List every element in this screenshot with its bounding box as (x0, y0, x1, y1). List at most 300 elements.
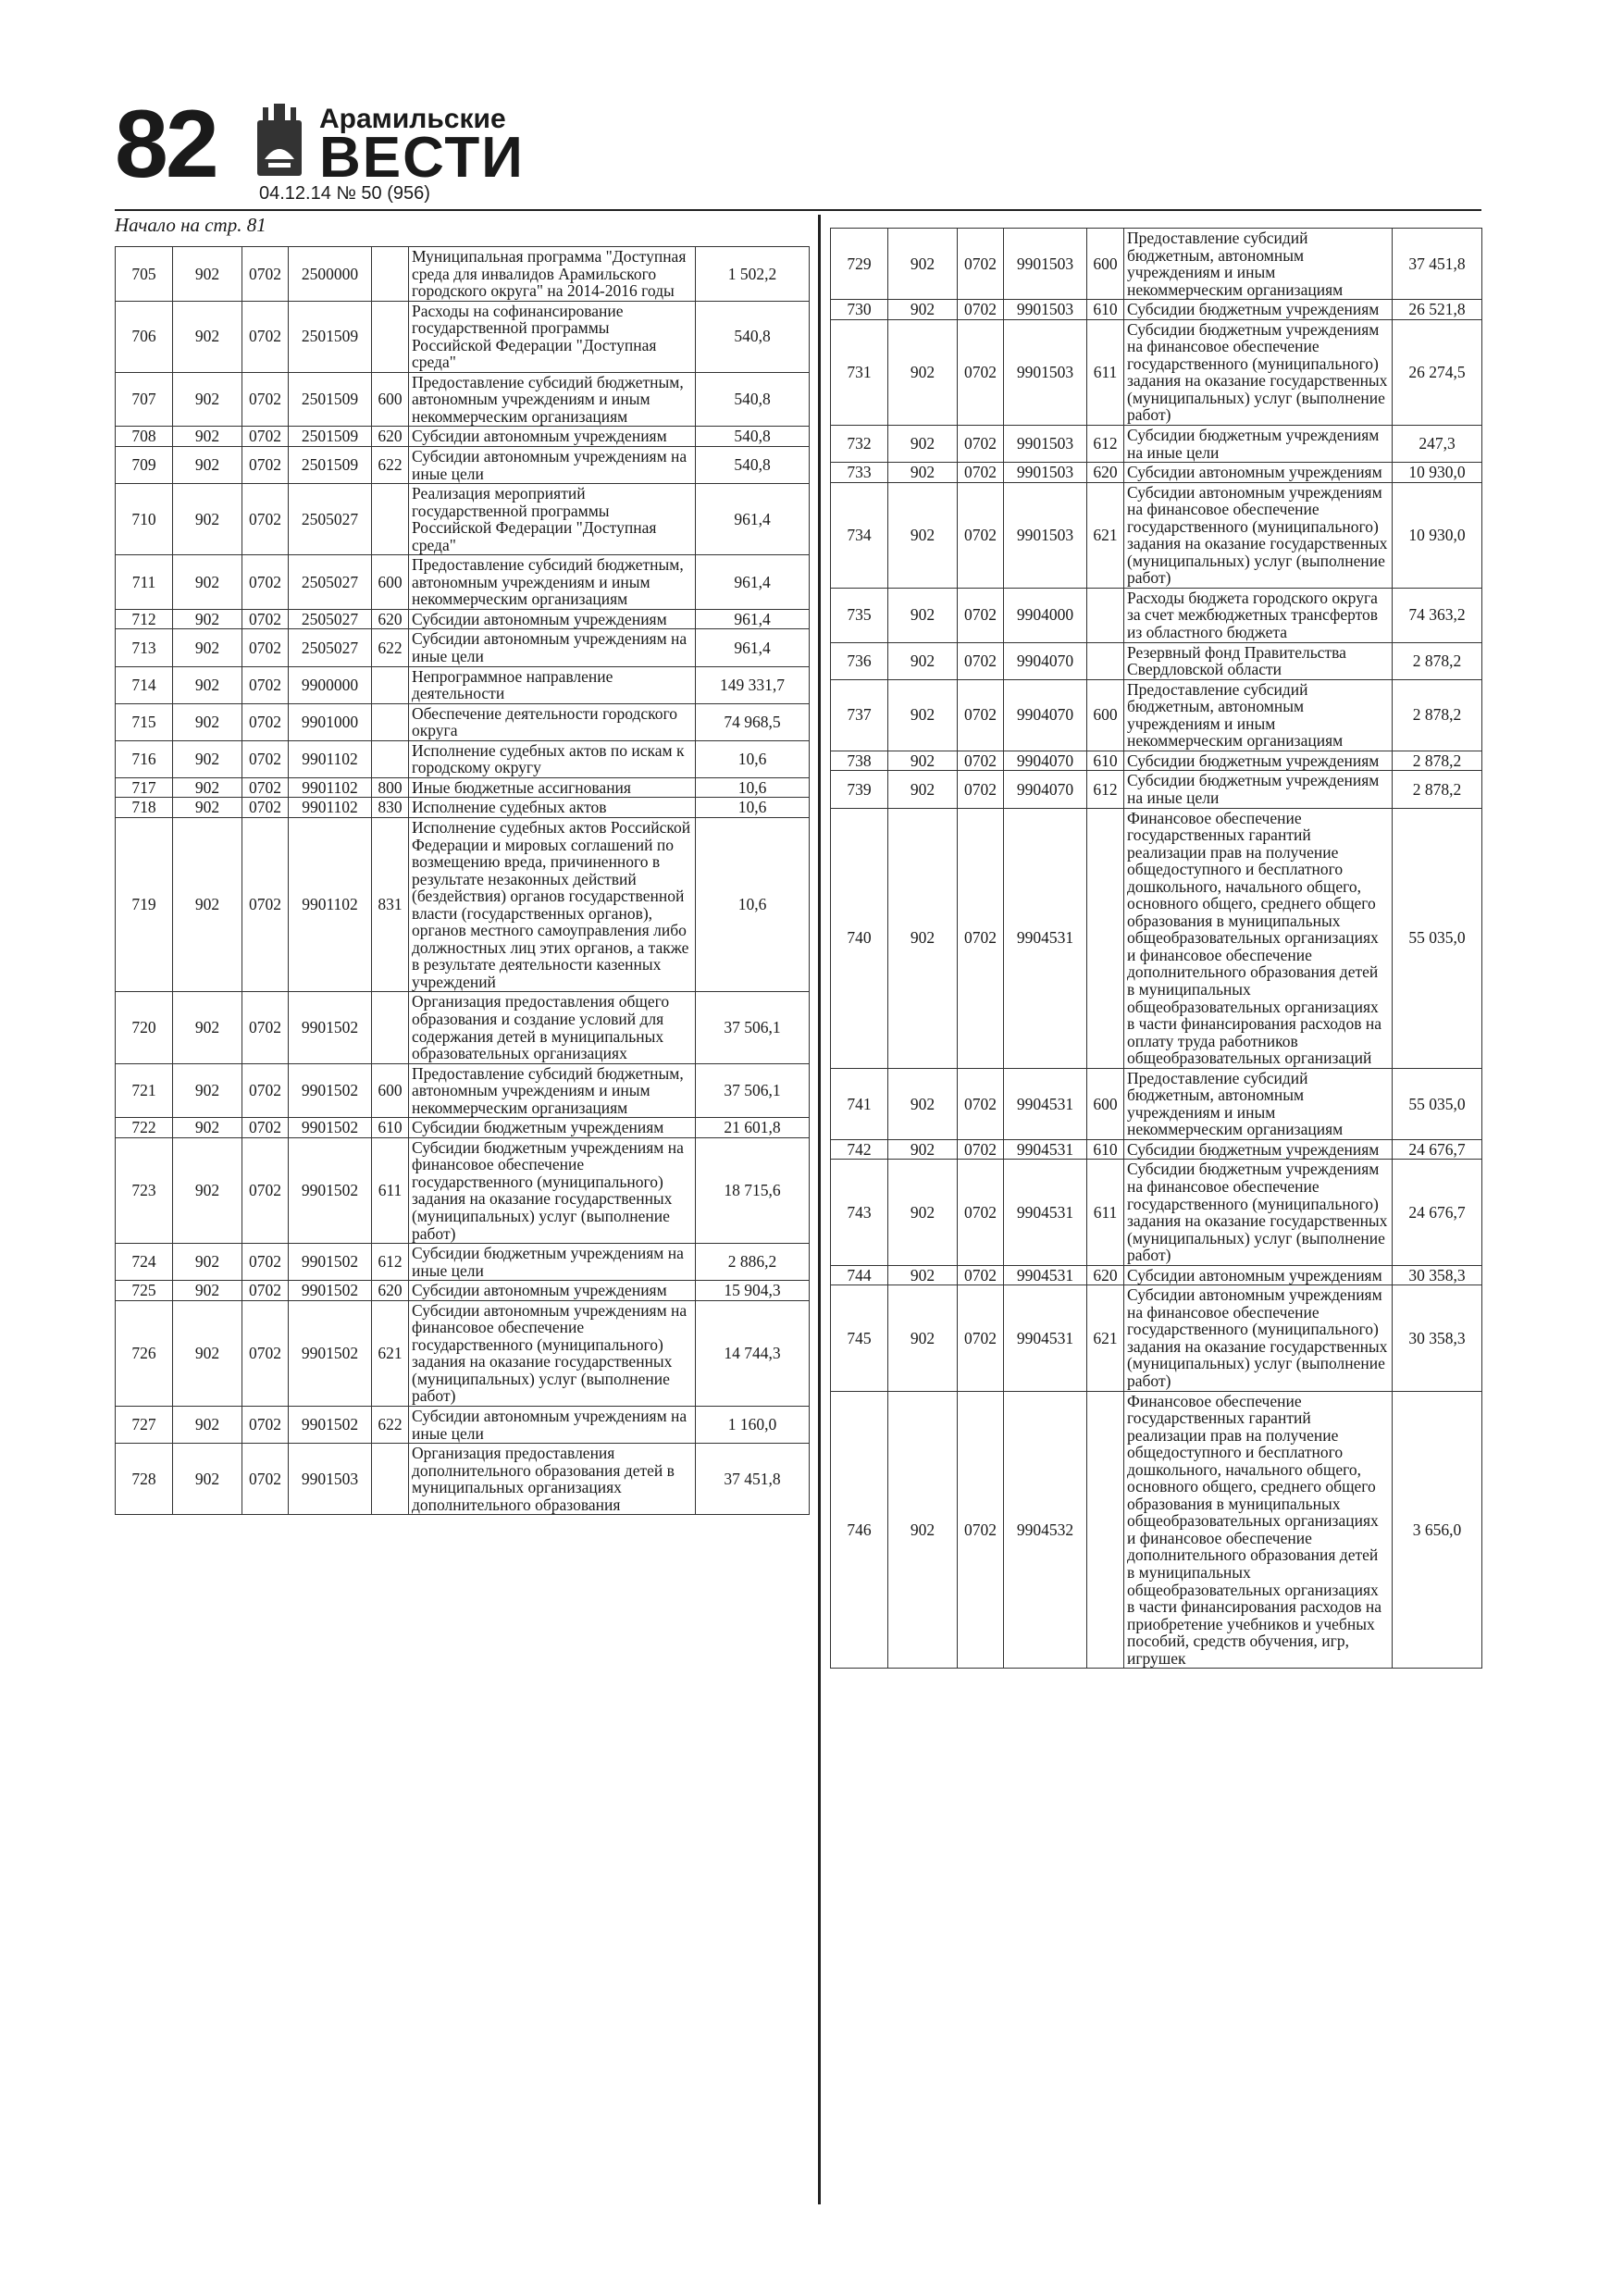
section-code-cell: 0702 (958, 482, 1004, 588)
section-code-cell: 0702 (958, 229, 1004, 300)
target-article-code-cell: 9901503 (1004, 229, 1087, 300)
table-row (116, 1244, 810, 1281)
table-row (116, 1444, 810, 1515)
description-cell: Реализация мероприятий государственной программы Российской Федерации "Доступная среда" (409, 484, 696, 555)
table-row (116, 1137, 810, 1243)
target-article-code-cell: 9904531 (1004, 1265, 1087, 1285)
expense-type-code-cell: 620 (372, 1281, 409, 1301)
ministry-code-cell: 902 (888, 588, 958, 642)
row-number-cell: 727 (116, 1407, 173, 1444)
row-number-cell: 706 (116, 301, 173, 372)
table-row (116, 992, 810, 1063)
amount-cell: 74 968,5 (696, 703, 810, 740)
description-cell: Субсидии автономным учреждениям (1124, 463, 1393, 483)
amount-cell: 74 363,2 (1393, 588, 1482, 642)
section-code-cell: 0702 (242, 1137, 289, 1243)
table-row (831, 771, 1482, 808)
target-article-code-cell: 9901502 (289, 1300, 372, 1406)
table-row (831, 679, 1482, 751)
row-number-cell: 720 (116, 992, 173, 1063)
expense-type-code-cell: 610 (1087, 1139, 1124, 1160)
amount-cell: 2 878,2 (1393, 751, 1482, 771)
target-article-code-cell: 9901102 (289, 740, 372, 777)
column-divider (818, 215, 821, 2204)
section-code-cell: 0702 (958, 588, 1004, 642)
amount-cell: 26 521,8 (1393, 300, 1482, 320)
target-article-code-cell: 9904531 (1004, 1160, 1087, 1265)
row-number-cell: 745 (831, 1285, 888, 1391)
table-row (116, 484, 810, 555)
description-cell: Расходы бюджета городского округа за счет межбюджетных трансфертов из областного бюджета (1124, 588, 1393, 642)
table-row (831, 1265, 1482, 1285)
ministry-code-cell: 902 (888, 1285, 958, 1391)
description-cell: Резервный фонд Правительства Свердловской области (1124, 642, 1393, 679)
description-cell: Субсидии автономным учреждениям на финансовое обеспечение государственного (муниципального) задания на оказание государственных (муниципальных) услуг (выполнение работ) (1124, 482, 1393, 588)
table-row (116, 1407, 810, 1444)
ministry-code-cell: 902 (888, 1265, 958, 1285)
amount-cell: 15 904,3 (696, 1281, 810, 1301)
ministry-code-cell: 902 (173, 609, 242, 629)
row-number-cell: 729 (831, 229, 888, 300)
amount-cell: 18 715,6 (696, 1137, 810, 1243)
expense-type-code-cell: 610 (372, 1118, 409, 1138)
ministry-code-cell: 902 (173, 1063, 242, 1118)
row-number-cell: 709 (116, 447, 173, 484)
ministry-code-cell: 902 (888, 1068, 958, 1139)
row-number-cell: 726 (116, 1300, 173, 1406)
amount-cell: 540,8 (696, 372, 810, 427)
table-row (116, 1118, 810, 1138)
description-cell: Исполнение судебных актов Российской Федерации и мировых соглашений по возмещению вреда, причиненного в результате незаконных действий (бездействия) органов государственной власти (государственных органов), органов местного самоуправления либо должностных лиц этих органов, а также в результате деятельности казенных учреждений (409, 817, 696, 991)
section-code-cell: 0702 (242, 1244, 289, 1281)
section-code-cell: 0702 (242, 992, 289, 1063)
expense-type-code-cell (1087, 808, 1124, 1068)
section-code-cell: 0702 (958, 1068, 1004, 1139)
amount-cell: 540,8 (696, 427, 810, 447)
row-number-cell: 741 (831, 1068, 888, 1139)
target-article-code-cell: 2505027 (289, 484, 372, 555)
ministry-code-cell: 902 (173, 427, 242, 447)
description-cell: Субсидии бюджетным учреждениям (409, 1118, 696, 1138)
ministry-code-cell: 902 (173, 484, 242, 555)
ministry-code-cell: 902 (888, 771, 958, 808)
ministry-code-cell: 902 (173, 301, 242, 372)
expense-type-code-cell (372, 301, 409, 372)
issue-info: 04.12.14 № 50 (956) (259, 183, 430, 204)
ministry-code-cell: 902 (888, 1160, 958, 1265)
table-row (116, 1300, 810, 1406)
row-number-cell: 719 (116, 817, 173, 991)
ministry-code-cell: 902 (173, 666, 242, 703)
amount-cell: 540,8 (696, 301, 810, 372)
section-code-cell: 0702 (242, 740, 289, 777)
table-row (831, 426, 1482, 463)
section-code-cell: 0702 (242, 555, 289, 610)
target-article-code-cell: 9901502 (289, 992, 372, 1063)
amount-cell: 2 886,2 (696, 1244, 810, 1281)
expense-type-code-cell: 600 (1087, 1068, 1124, 1139)
expense-type-code-cell: 620 (1087, 1265, 1124, 1285)
ministry-code-cell: 902 (173, 1137, 242, 1243)
ministry-code-cell: 902 (173, 1300, 242, 1406)
target-article-code-cell: 9901502 (289, 1407, 372, 1444)
ministry-code-cell: 902 (173, 629, 242, 666)
row-number-cell: 712 (116, 609, 173, 629)
expense-type-code-cell (372, 666, 409, 703)
table-row (831, 1068, 1482, 1139)
amount-cell: 149 331,7 (696, 666, 810, 703)
expense-type-code-cell (372, 740, 409, 777)
section-code-cell: 0702 (242, 484, 289, 555)
target-article-code-cell: 9901503 (1004, 463, 1087, 483)
table-row (116, 301, 810, 372)
ministry-code-cell: 902 (888, 1139, 958, 1160)
target-article-code-cell: 9904531 (1004, 1068, 1087, 1139)
expense-type-code-cell (372, 703, 409, 740)
ministry-code-cell: 902 (888, 426, 958, 463)
section-code-cell: 0702 (242, 1444, 289, 1515)
table-row (116, 666, 810, 703)
table-row (831, 229, 1482, 300)
description-cell: Исполнение судебных актов по искам к городскому округу (409, 740, 696, 777)
row-number-cell: 716 (116, 740, 173, 777)
amount-cell: 2 878,2 (1393, 679, 1482, 751)
expense-type-code-cell: 612 (1087, 426, 1124, 463)
expense-type-code-cell: 622 (372, 629, 409, 666)
description-cell: Финансовое обеспечение государственных гарантий реализации прав на получение общедоступного и бесплатного дошкольного, начального общего, основного общего, среднего общего образования в муниципальных общеобразовательных организациях и финансовое обеспечение дополнительного образования детей в муниципальных общеобразовательных организациях в части финансирования расходов на приобретение учебников и учебных пособий, средств обучения, игр, игрушек (1124, 1391, 1393, 1669)
publication-name-main: ВЕСТИ (319, 126, 525, 190)
description-cell: Обеспечение деятельности городского округа (409, 703, 696, 740)
amount-cell: 55 035,0 (1393, 1068, 1482, 1139)
row-number-cell: 737 (831, 679, 888, 751)
target-article-code-cell: 9904531 (1004, 1285, 1087, 1391)
ministry-code-cell: 902 (173, 1444, 242, 1515)
expense-type-code-cell (372, 247, 409, 302)
ministry-code-cell: 902 (888, 1391, 958, 1669)
target-article-code-cell: 2505027 (289, 629, 372, 666)
description-cell: Субсидии автономным учреждениям на иные цели (409, 629, 696, 666)
amount-cell: 2 878,2 (1393, 642, 1482, 679)
description-cell: Предоставление субсидий бюджетным, автономным учреждениям и иным некоммерческим организациям (1124, 229, 1393, 300)
target-article-code-cell: 2501509 (289, 372, 372, 427)
expense-type-code-cell: 800 (372, 777, 409, 798)
row-number-cell: 742 (831, 1139, 888, 1160)
target-article-code-cell: 9904531 (1004, 1139, 1087, 1160)
amount-cell: 540,8 (696, 447, 810, 484)
table-row (116, 427, 810, 447)
section-code-cell: 0702 (242, 1281, 289, 1301)
ministry-code-cell: 902 (888, 482, 958, 588)
row-number-cell: 738 (831, 751, 888, 771)
amount-cell: 961,4 (696, 484, 810, 555)
expense-type-code-cell: 610 (1087, 751, 1124, 771)
amount-cell: 10,6 (696, 740, 810, 777)
section-code-cell: 0702 (958, 1265, 1004, 1285)
target-article-code-cell: 9901502 (289, 1281, 372, 1301)
description-cell: Субсидии бюджетным учреждениям на финансовое обеспечение государственного (муниципального) задания на оказание государственных (муниципальных) услуг (выполнение работ) (409, 1137, 696, 1243)
section-code-cell: 0702 (242, 703, 289, 740)
amount-cell: 55 035,0 (1393, 808, 1482, 1068)
row-number-cell: 733 (831, 463, 888, 483)
table-row (116, 447, 810, 484)
ministry-code-cell: 902 (888, 463, 958, 483)
description-cell: Субсидии бюджетным учреждениям (1124, 1139, 1393, 1160)
section-code-cell: 0702 (242, 427, 289, 447)
row-number-cell: 721 (116, 1063, 173, 1118)
target-article-code-cell: 9901502 (289, 1137, 372, 1243)
amount-cell: 24 676,7 (1393, 1139, 1482, 1160)
ministry-code-cell: 902 (888, 679, 958, 751)
target-article-code-cell: 2501509 (289, 447, 372, 484)
expense-type-code-cell: 612 (1087, 771, 1124, 808)
table-row (116, 609, 810, 629)
section-code-cell: 0702 (242, 447, 289, 484)
target-article-code-cell: 9901000 (289, 703, 372, 740)
expense-type-code-cell (1087, 1391, 1124, 1669)
row-number-cell: 725 (116, 1281, 173, 1301)
row-number-cell: 728 (116, 1444, 173, 1515)
description-cell: Субсидии автономным учреждениям (409, 609, 696, 629)
ministry-code-cell: 902 (173, 447, 242, 484)
table-row (116, 555, 810, 610)
row-number-cell: 732 (831, 426, 888, 463)
row-number-cell: 723 (116, 1137, 173, 1243)
amount-cell: 3 656,0 (1393, 1391, 1482, 1669)
row-number-cell: 731 (831, 319, 888, 425)
expense-type-code-cell: 600 (1087, 679, 1124, 751)
amount-cell: 1 502,2 (696, 247, 810, 302)
section-code-cell: 0702 (958, 771, 1004, 808)
row-number-cell: 711 (116, 555, 173, 610)
ministry-code-cell: 902 (888, 808, 958, 1068)
section-code-cell: 0702 (958, 1391, 1004, 1669)
amount-cell: 10 930,0 (1393, 463, 1482, 483)
amount-cell: 30 358,3 (1393, 1265, 1482, 1285)
row-number-cell: 736 (831, 642, 888, 679)
row-number-cell: 746 (831, 1391, 888, 1669)
amount-cell: 14 744,3 (696, 1300, 810, 1406)
target-article-code-cell: 9901503 (1004, 482, 1087, 588)
table-row (116, 798, 810, 818)
table-row (116, 740, 810, 777)
target-article-code-cell: 9901502 (289, 1063, 372, 1118)
amount-cell: 10,6 (696, 777, 810, 798)
budget-table-left (115, 246, 810, 1515)
amount-cell: 37 506,1 (696, 1063, 810, 1118)
description-cell: Субсидии бюджетным учреждениям (1124, 751, 1393, 771)
section-code-cell: 0702 (958, 1285, 1004, 1391)
description-cell: Предоставление субсидий бюджетным, автономным учреждениям и иным некоммерческим организациям (409, 555, 696, 610)
description-cell: Предоставление субсидий бюджетным, автономным учреждениям и иным некоммерческим организациям (409, 372, 696, 427)
expense-type-code-cell: 620 (1087, 463, 1124, 483)
ministry-code-cell: 902 (173, 817, 242, 991)
table-row (831, 1139, 1482, 1160)
target-article-code-cell: 9901502 (289, 1118, 372, 1138)
header-divider (115, 209, 1481, 211)
ministry-code-cell: 902 (173, 703, 242, 740)
table-row (831, 300, 1482, 320)
section-code-cell: 0702 (958, 1139, 1004, 1160)
target-article-code-cell: 9904070 (1004, 679, 1087, 751)
row-number-cell: 730 (831, 300, 888, 320)
section-code-cell: 0702 (242, 1118, 289, 1138)
description-cell: Субсидии автономным учреждениям на иные цели (409, 447, 696, 484)
target-article-code-cell: 9904531 (1004, 808, 1087, 1068)
description-cell: Муниципальная программа "Доступная среда для инвалидов Арамильского городского округа" на 2014-2016 годы (409, 247, 696, 302)
target-article-code-cell: 9901503 (289, 1444, 372, 1515)
section-code-cell: 0702 (242, 629, 289, 666)
description-cell: Субсидии бюджетным учреждениям на финансовое обеспечение государственного (муниципального) задания на оказание государственных (муниципальных) услуг (выполнение работ) (1124, 319, 1393, 425)
description-cell: Иные бюджетные ассигнования (409, 777, 696, 798)
row-number-cell: 705 (116, 247, 173, 302)
row-number-cell: 710 (116, 484, 173, 555)
ministry-code-cell: 902 (173, 247, 242, 302)
description-cell: Субсидии бюджетным учреждениям на финансовое обеспечение государственного (муниципального) задания на оказание государственных (муниципальных) услуг (выполнение работ) (1124, 1160, 1393, 1265)
section-code-cell: 0702 (242, 817, 289, 991)
table-row (116, 703, 810, 740)
expense-type-code-cell: 621 (1087, 1285, 1124, 1391)
table-row (831, 751, 1482, 771)
expense-type-code-cell (372, 992, 409, 1063)
table-row (831, 319, 1482, 425)
row-number-cell: 734 (831, 482, 888, 588)
row-number-cell: 713 (116, 629, 173, 666)
expense-type-code-cell: 621 (372, 1300, 409, 1406)
table-row (116, 247, 810, 302)
expense-type-code-cell: 611 (372, 1137, 409, 1243)
ministry-code-cell: 902 (888, 229, 958, 300)
description-cell: Субсидии автономным учреждениям (1124, 1265, 1393, 1285)
expense-type-code-cell: 622 (372, 447, 409, 484)
description-cell: Предоставление субсидий бюджетным, автономным учреждениям и иным некоммерческим организациям (1124, 679, 1393, 751)
target-article-code-cell: 9904070 (1004, 771, 1087, 808)
table-row (831, 588, 1482, 642)
amount-cell: 37 506,1 (696, 992, 810, 1063)
budget-table-right (830, 228, 1482, 1669)
table-row (831, 808, 1482, 1068)
table-row (831, 463, 1482, 483)
expense-type-code-cell: 622 (372, 1407, 409, 1444)
amount-cell: 10,6 (696, 817, 810, 991)
table-row (831, 482, 1482, 588)
description-cell: Организация предоставления дополнительного образования детей в муниципальных организациях дополнительного образования (409, 1444, 696, 1515)
description-cell: Предоставление субсидий бюджетным, автономным учреждениям и иным некоммерческим организациям (1124, 1068, 1393, 1139)
ministry-code-cell: 902 (888, 642, 958, 679)
target-article-code-cell: 9904532 (1004, 1391, 1087, 1669)
section-code-cell: 0702 (242, 777, 289, 798)
target-article-code-cell: 2501509 (289, 427, 372, 447)
section-code-cell: 0702 (242, 666, 289, 703)
ministry-code-cell: 902 (888, 319, 958, 425)
amount-cell: 247,3 (1393, 426, 1482, 463)
row-number-cell: 743 (831, 1160, 888, 1265)
description-cell: Субсидии бюджетным учреждениям на иные цели (1124, 426, 1393, 463)
expense-type-code-cell: 611 (1087, 1160, 1124, 1265)
amount-cell: 10,6 (696, 798, 810, 818)
section-code-cell: 0702 (242, 1407, 289, 1444)
section-code-cell: 0702 (958, 426, 1004, 463)
description-cell: Субсидии бюджетным учреждениям на иные цели (409, 1244, 696, 1281)
ministry-code-cell: 902 (173, 1407, 242, 1444)
row-number-cell: 740 (831, 808, 888, 1068)
description-cell: Субсидии автономным учреждениям на финансовое обеспечение государственного (муниципального) задания на оказание государственных (муниципальных) услуг (выполнение работ) (409, 1300, 696, 1406)
section-code-cell: 0702 (242, 798, 289, 818)
description-cell: Субсидии автономным учреждениям на иные цели (409, 1407, 696, 1444)
target-article-code-cell: 9901102 (289, 777, 372, 798)
target-article-code-cell: 2500000 (289, 247, 372, 302)
ministry-code-cell: 902 (173, 1281, 242, 1301)
table-row (116, 1281, 810, 1301)
target-article-code-cell: 9904070 (1004, 642, 1087, 679)
amount-cell: 30 358,3 (1393, 1285, 1482, 1391)
amount-cell: 2 878,2 (1393, 771, 1482, 808)
expense-type-code-cell: 612 (372, 1244, 409, 1281)
section-code-cell: 0702 (958, 1160, 1004, 1265)
expense-type-code-cell: 610 (1087, 300, 1124, 320)
expense-type-code-cell: 600 (372, 1063, 409, 1118)
section-code-cell: 0702 (242, 1300, 289, 1406)
table-row (116, 1063, 810, 1118)
table-row (116, 629, 810, 666)
ministry-code-cell: 902 (173, 798, 242, 818)
amount-cell: 961,4 (696, 609, 810, 629)
description-cell: Субсидии бюджетным учреждениям на иные цели (1124, 771, 1393, 808)
target-article-code-cell: 9901102 (289, 798, 372, 818)
ministry-code-cell: 902 (173, 740, 242, 777)
publication-name-top: Арамильские (319, 104, 506, 134)
expense-type-code-cell: 621 (1087, 482, 1124, 588)
section-code-cell: 0702 (958, 751, 1004, 771)
section-code-cell: 0702 (242, 372, 289, 427)
row-number-cell: 708 (116, 427, 173, 447)
expense-type-code-cell (1087, 588, 1124, 642)
description-cell: Субсидии автономным учреждениям на финансовое обеспечение государственного (муниципального) задания на оказание государственных (муниципальных) услуг (выполнение работ) (1124, 1285, 1393, 1391)
amount-cell: 961,4 (696, 555, 810, 610)
ministry-code-cell: 902 (173, 1244, 242, 1281)
description-cell: Исполнение судебных актов (409, 798, 696, 818)
amount-cell: 37 451,8 (696, 1444, 810, 1515)
target-article-code-cell: 9904070 (1004, 751, 1087, 771)
target-article-code-cell: 2505027 (289, 609, 372, 629)
row-number-cell: 718 (116, 798, 173, 818)
table-row (831, 1285, 1482, 1391)
expense-type-code-cell: 611 (1087, 319, 1124, 425)
target-article-code-cell: 2501509 (289, 301, 372, 372)
description-cell: Субсидии автономным учреждениям (409, 1281, 696, 1301)
page-number: 82 (115, 91, 217, 198)
description-cell: Предоставление субсидий бюджетным, автономным учреждениям и иным некоммерческим организациям (409, 1063, 696, 1118)
amount-cell: 10 930,0 (1393, 482, 1482, 588)
row-number-cell: 707 (116, 372, 173, 427)
section-code-cell: 0702 (242, 1063, 289, 1118)
target-article-code-cell: 9900000 (289, 666, 372, 703)
section-code-cell: 0702 (958, 319, 1004, 425)
description-cell: Непрограммное направление деятельности (409, 666, 696, 703)
table-row (116, 817, 810, 991)
expense-type-code-cell: 831 (372, 817, 409, 991)
description-cell: Субсидии автономным учреждениям (409, 427, 696, 447)
section-code-cell: 0702 (958, 679, 1004, 751)
row-number-cell: 744 (831, 1265, 888, 1285)
amount-cell: 961,4 (696, 629, 810, 666)
amount-cell: 24 676,7 (1393, 1160, 1482, 1265)
target-article-code-cell: 9901503 (1004, 300, 1087, 320)
row-number-cell: 717 (116, 777, 173, 798)
section-code-cell: 0702 (242, 609, 289, 629)
ministry-code-cell: 902 (888, 751, 958, 771)
expense-type-code-cell: 600 (372, 555, 409, 610)
target-article-code-cell: 9904000 (1004, 588, 1087, 642)
